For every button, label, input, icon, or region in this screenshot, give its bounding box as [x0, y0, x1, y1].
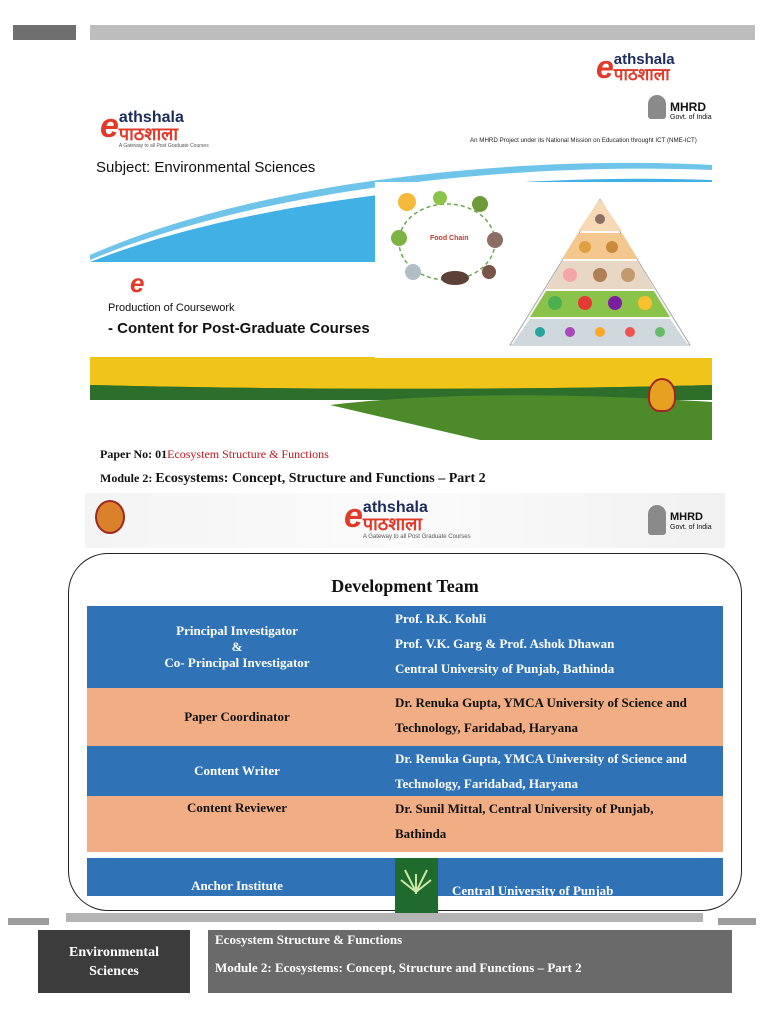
team-names — [387, 688, 723, 746]
team-row-pi — [87, 606, 723, 688]
footer-module: Module 2: Ecosystems: Concept, Structure and Functions – Part 2 — [215, 960, 582, 975]
development-team-heading: Development Team — [331, 576, 479, 596]
e-logo-icon: e — [100, 107, 119, 145]
team-names — [387, 746, 723, 796]
brand-tag: A Gateway to all Post Graduate Courses — [362, 534, 471, 540]
mhrd-label: MHRD — [670, 511, 703, 523]
food-chain-label: Food Chain — [430, 235, 469, 242]
mhrd-emblem-icon — [648, 505, 666, 535]
team-row-content-reviewer — [87, 796, 723, 852]
production-label: Production of Coursework — [108, 302, 235, 314]
header-bar-left — [13, 25, 76, 40]
role-line: Principal Investigator — [176, 623, 298, 638]
trophic-pyramid — [500, 195, 700, 350]
development-team-table — [87, 606, 723, 896]
paper-title: Ecosystem Structure & Functions — [167, 447, 329, 461]
team-role — [87, 858, 387, 896]
university-emblem-icon — [648, 378, 676, 412]
header-bar-right — [90, 25, 755, 40]
role-line: Anchor Institute — [191, 878, 283, 893]
mhrd-label: MHRD — [670, 100, 706, 114]
name-line: Dr. Renuka Gupta, YMCA University of Science and — [395, 695, 687, 710]
name-line: Central University of Punjab, Bathinda — [395, 661, 615, 676]
brand-hi: पाठशाला — [613, 65, 670, 85]
role-line: Co- Principal Investigator — [164, 655, 310, 670]
name-line: Dr. Sunil Mittal, Central University of Punjab, — [395, 801, 654, 816]
role-line: & — [231, 639, 243, 654]
brand-en: athshala — [362, 499, 428, 516]
footer-bar-left — [8, 918, 49, 925]
e-logo-icon: e — [596, 49, 614, 85]
footer-paper-box — [208, 930, 732, 993]
mhrd-emblem-icon — [648, 95, 666, 119]
cup-leaf-icon — [399, 862, 433, 896]
e-small-icon: e — [130, 268, 145, 298]
content-label: - Content for Post-Graduate Courses — [108, 320, 370, 337]
brand-en: athshala — [613, 51, 675, 68]
role-line: Content Reviewer — [187, 800, 287, 815]
brand-tag: A Gateway to all Post Graduate Courses — [118, 143, 209, 149]
footer-bar-main — [66, 913, 703, 922]
name-line: Prof. V.K. Garg & Prof. Ashok Dhawan — [395, 636, 615, 651]
team-role — [87, 796, 387, 852]
team-names — [387, 606, 723, 688]
team-row-anchor-institute — [87, 858, 723, 896]
footer-paper: Ecosystem Structure & Functions — [215, 932, 403, 947]
footer-subject-line1: Environmental — [69, 944, 159, 960]
epathshala-logo-banner — [100, 107, 209, 149]
team-role — [87, 606, 387, 688]
name-line: Central University of Punjab — [452, 883, 614, 898]
footer-subject-line2: Sciences — [89, 963, 139, 979]
brand-en: athshala — [118, 109, 184, 126]
govt-label: Govt. of India — [670, 524, 712, 531]
role-line: Paper Coordinator — [184, 709, 290, 724]
brand-hi: पाठशाला — [118, 124, 179, 145]
e-logo-icon: e — [344, 497, 363, 535]
footer-bar-right — [718, 918, 756, 925]
paper-prefix: Paper No: 01 — [100, 447, 168, 461]
team-names — [387, 796, 723, 852]
name-line: Technology, Faridabad, Haryana — [395, 720, 578, 735]
team-role — [87, 688, 387, 746]
name-line: Dr. Renuka Gupta, YMCA University of Science and — [395, 751, 687, 766]
team-row-content-writer — [87, 746, 723, 796]
food-chain-illustration — [385, 190, 510, 295]
epathshala-logo-top — [596, 49, 675, 85]
epathshala-logo-middle — [344, 497, 471, 540]
paper-line — [100, 447, 329, 462]
team-role — [87, 746, 387, 796]
module-prefix: Module 2: — [100, 471, 156, 485]
module-title: Ecosystems: Concept, Structure and Functions – Part 2 — [155, 471, 486, 486]
module-line — [100, 471, 486, 487]
team-row-paper-coordinator — [87, 688, 723, 746]
left-emblem-icon — [95, 500, 125, 534]
subject-title: Subject: Environmental Sciences — [96, 159, 316, 176]
name-line: Prof. R.K. Kohli — [395, 611, 487, 626]
footer-subject-box — [38, 930, 190, 993]
govt-label: Govt. of India — [670, 114, 712, 121]
role-line: Content Writer — [194, 763, 280, 778]
team-names — [387, 858, 723, 896]
name-line: Technology, Faridabad, Haryana — [395, 776, 578, 791]
name-line: Bathinda — [395, 826, 447, 841]
brand-hi: पाठशाला — [362, 514, 423, 535]
project-line: An MHRD Project under its National Mission on Education throught ICT (NME-ICT) — [470, 137, 697, 144]
